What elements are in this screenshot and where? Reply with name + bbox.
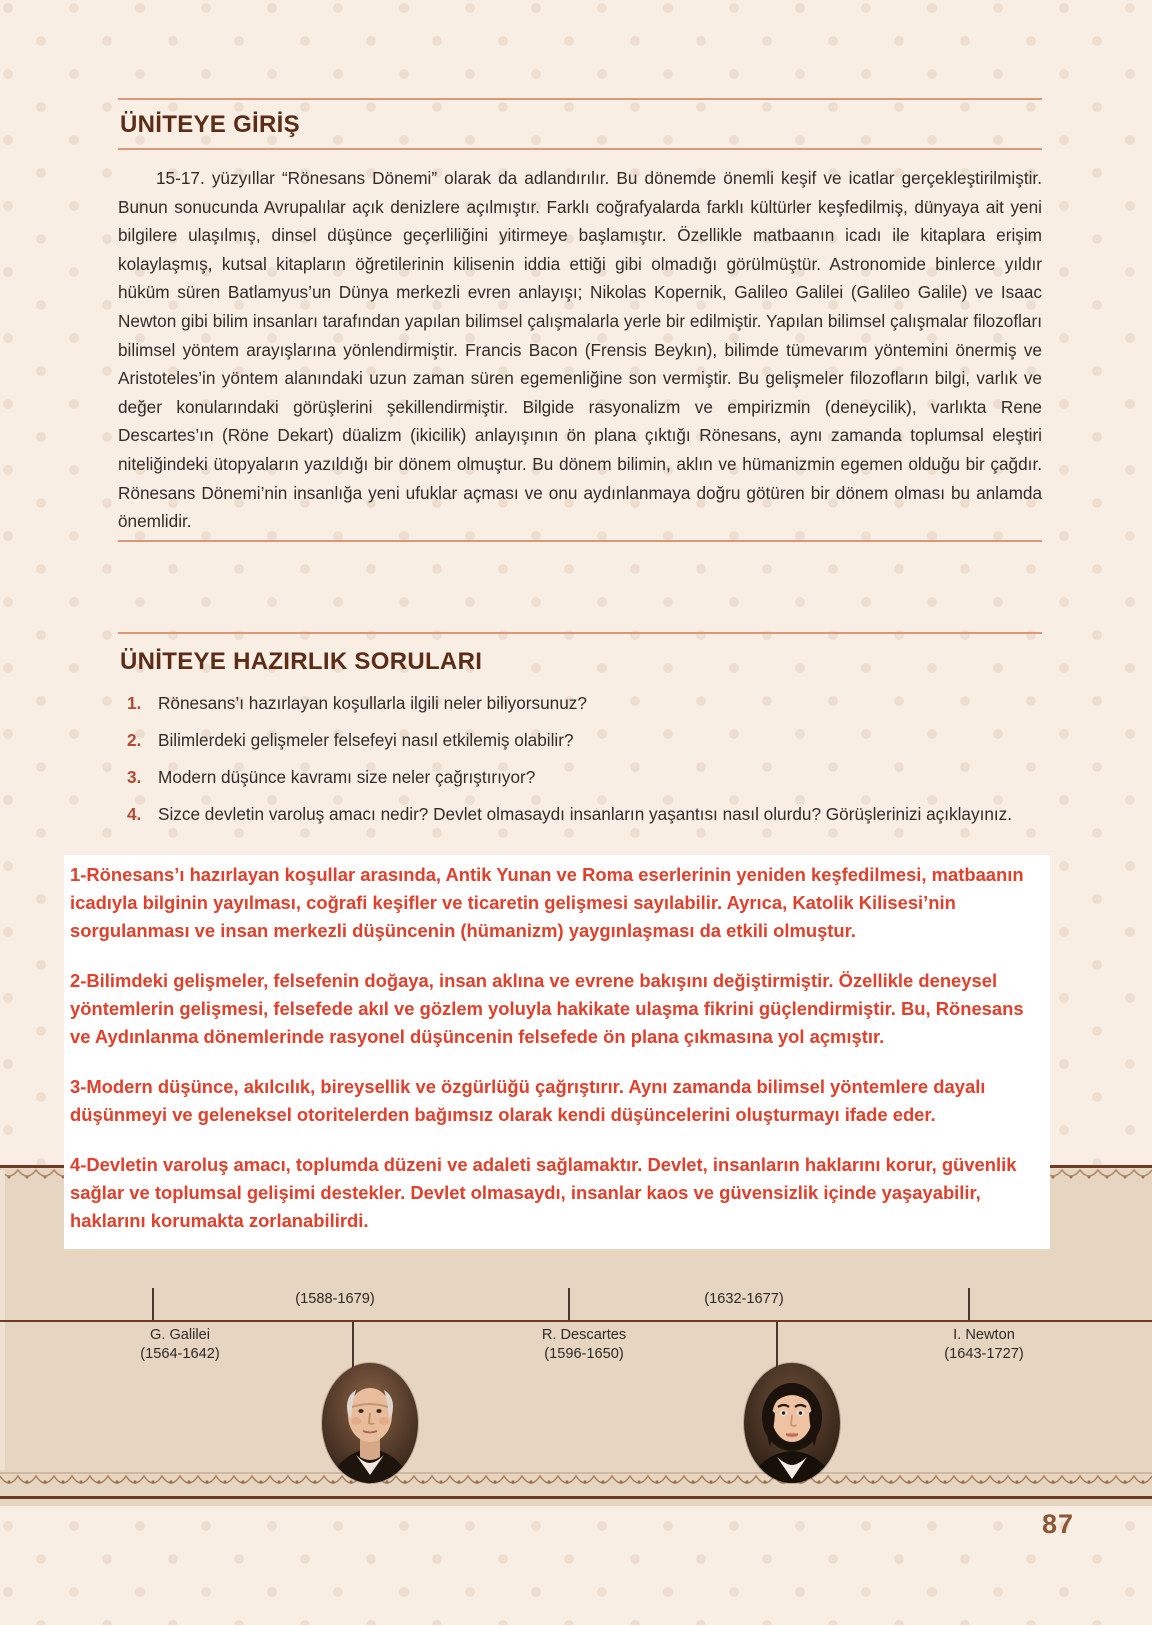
timeline-axis [0,1320,1152,1322]
timeline-name-text: R. Descartes [541,1327,627,1343]
unit-intro-section [118,98,1042,536]
question-number: 4. [127,804,142,824]
timeline-date-text: (1596-1650) [544,1346,624,1362]
intro-closing-rule [118,540,1042,542]
intro-paragraph [118,150,1042,536]
timeline-tick-upper-2 [568,1288,570,1320]
question-text: Sizce devletin varoluş amacı nedir? Devlet olmasaydı insanların yaşantısı nasıl olurdu? Görüşlerinizi açıklayınız. [158,804,1013,824]
question-number: 3. [127,767,142,787]
timeline-entry-galilei [90,1326,270,1364]
timeline-entry-newton [894,1326,1074,1364]
timeline-entry-descartes [494,1326,674,1364]
answer-paragraph-1: 1-Rönesans’ı hazırlayan koşullar arasında, Antik Yunan ve Roma eserlerinin yeniden keşfedilmesi, matbaanın icadıyla bilginin yayılması, coğrafi keşifler ve ticaretin gelişmesi sayılabilir. Ayrıca, Katolik Kilisesi’nin sorgulanması ve insan merkezli düşüncenin (hümanizm) yaygınlaşması da etkili olmuştur. [70,864,1024,941]
portrait-hobbes [322,1363,418,1483]
question-number: 2. [127,730,142,750]
questions-list [118,682,1042,828]
band-bottom-rule [0,1496,1152,1499]
list-item [118,801,1042,828]
timeline-date-text: (1564-1642) [140,1346,220,1362]
scallop-trim-bottom [0,1472,1152,1494]
question-number: 1. [127,693,142,713]
answers-overlay [64,855,1050,1249]
answer-paragraph-3: 3-Modern düşünce, akılcılık, bireysellik ve özgürlüğü çağrıştırır. Aynı zamanda bilimsel yöntemlere dayalı düşünmeyi ve geleneksel otoritelerden bağımsız olarak kendi düşüncelerini oluşturmayı ifade eder. [70,1076,986,1125]
timeline-name-text: G. Galilei [149,1327,210,1343]
portrait-spinoza [744,1363,840,1483]
question-text: Bilimlerdeki gelişmeler felsefeyi nasıl etkilemiş olabilir? [158,730,574,750]
timeline-date-text: (1643-1727) [944,1346,1024,1362]
list-item [118,764,1042,791]
question-text: Rönesans’ı hazırlayan koşullarla ilgili neler biliyorsunuz? [158,693,587,713]
list-item [118,727,1042,754]
timeline-date-text: (1632-1677) [704,1291,784,1307]
question-text: Modern düşünce kavramı size neler çağrıştırıyor? [158,767,536,787]
answer-paragraph-2: 2-Bilimdeki gelişmeler, felsefenin doğaya, insan aklına ve evrene bakışını değiştirmiştir. Özellikle deneysel yöntemlerin gelişmesi, felsefede akıl ve gözlem yoluyla hakikate ulaşma fikrini güçlendirmiştir. Bu, Rönesans ve Aydınlanma dönemlerinde rasyonel düşüncenin felsefede ön plana çıkmasına yol açmıştır. [70,970,1024,1047]
intro-paragraph-text: 15-17. yüzyıllar “Rönesans Dönemi” olarak da adlandırılır. Bu dönemde önemli keşif ve icatlar gerçekleştirilmiştir. Bunun sonucunda Avrupalılar açık denizlere açılmıştır. Farklı coğrafyalarda farklı kültürler keşfedilmiş, dünyaya ait yeni bilgilere ulaşılmış, dinsel düşünce geçerliliğini yitirmeye başlamıştır. Özellikle matbaanın icadı ile kitaplara erişim kolaylaşmış, kutsal kitapların öğretilerinin kilisenin iddia ettiği gibi olmadığı görülmüştür. Astronomide binlerce yıldır hüküm süren Batlamyus’un Dünya merkezli evren anlayışı; Nikolas Kopernik, Galileo Galilei (Galileo Galile) ve Isaac Newton gibi bilim insanları tarafından yapılan bilimsel çalışmalarla yerle bir edilmiştir. Yapılan bilimsel çalışmalar filozofları bilimsel yöntem arayışlarına yönlendirmiştir. Francis Bacon (Frensis Beykın), bilimde tümevarım yöntemini önermiş ve Aristoteles’in yöntem alanındaki uzun zaman süren egemenliğine son vermiştir. Bu gelişmeler filozofların bilgi, varlık ve değer konularındaki görüşlerini şekillendirmiştir. Bilgide rasyonalizm ve empirizmin (deneycilik), varlıkta Rene Descartes’ın (Röne Dekart) düalizm (ikicilik) anlayışının ön plana çıktığı Rönesans, aynı zamanda toplumsal eleştiri niteliğindeki ütopyaların yazıldığı bir dönem olmuştur. Bu dönem bilimin, aklın ve hümanizmin egemen olduğu bir çağdır. Rönesans Dönemi’nin insanlığa yeni ufuklar açması ve onu aydınlanmaya doğru götüren bir dönem olması bu anlamda önemlidir. [118,168,1042,532]
questions-heading: ÜNİTEYE HAZIRLIK SORULARI [120,648,483,675]
timeline-upper-dates-1 [255,1290,415,1309]
intro-heading: ÜNİTEYE GİRİŞ [120,111,300,138]
timeline-date-text: (1588-1679) [295,1291,375,1307]
timeline-upper-dates-2 [664,1290,824,1309]
timeline-name-text: I. Newton [953,1327,1015,1343]
preparation-questions-section [118,632,1042,838]
list-item [118,690,1042,717]
timeline-tick-upper-3 [968,1288,970,1320]
answer-paragraph-4: 4-Devletin varoluş amacı, toplumda düzeni ve adaleti sağlamaktır. Devlet, insanların haklarını korur, güvenlik sağlar ve toplumsal gelişimi destekler. Devlet olmasaydı, insanlar kaos ve güvensizlik içinde yaşayabilir, haklarını korumakta zorlanabilirdi. [70,1154,1017,1231]
timeline-tick-upper-1 [152,1288,154,1320]
page-number: 87 [1041,1509,1074,1539]
